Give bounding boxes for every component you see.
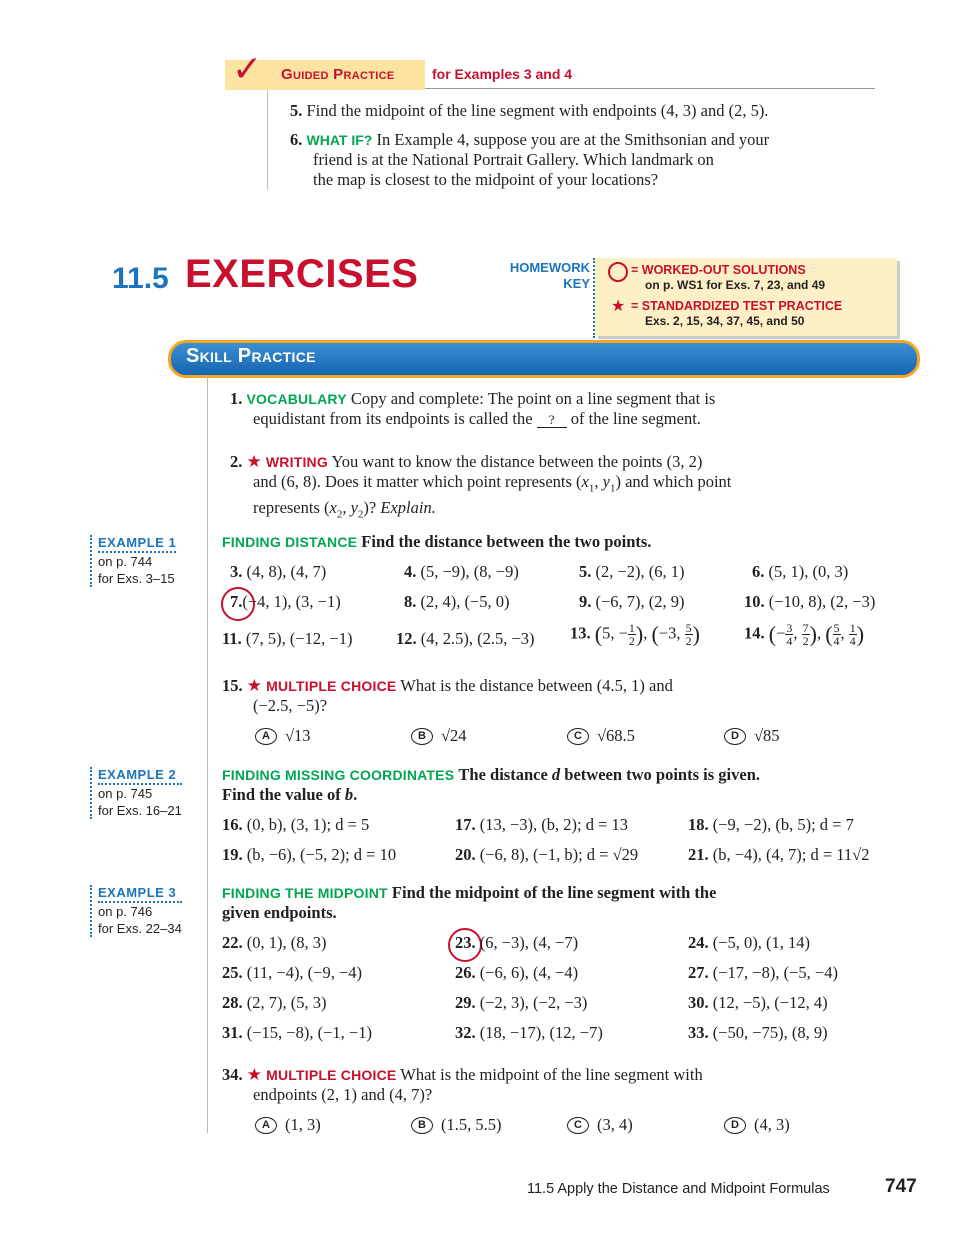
choice-b[interactable]: B √24 xyxy=(411,726,467,746)
exercise-27: 27. (−17, −8), (−5, −4) xyxy=(688,963,838,982)
question-15: 15. ★ MULTIPLE CHOICE What is the distance between (4.5, 1) and (−2.5, −5)? xyxy=(222,676,673,715)
exercise-30: 30. (12, −5), (−12, 4) xyxy=(688,993,828,1012)
worked-out-circle-icon xyxy=(608,262,628,282)
exercise-9: 9. (−6, 7), (2, 9) xyxy=(579,592,685,611)
finding-midpoint-heading: FINDING THE MIDPOINT Find the midpoint of the line segment with the given endpoints. xyxy=(222,883,717,922)
finding-missing-coordinates-heading: FINDING MISSING COORDINATES The distance d between two points is given. Find the value of b. xyxy=(222,765,760,804)
guided-practice-examples: for Examples 3 and 4 xyxy=(432,66,573,82)
star-icon: ★ xyxy=(611,298,626,315)
question-1: 1. VOCABULARY Copy and complete: The point on a line segment that is equidistant from its endpoints is called the ? of the line segment. xyxy=(230,389,716,428)
exercise-25: 25. (11, −4), (−9, −4) xyxy=(222,963,363,982)
choice-d[interactable]: D √85 xyxy=(724,726,780,746)
choice-d[interactable]: D (4, 3) xyxy=(724,1115,790,1135)
exercise-11: 11. (7, 5), (−12, −1) xyxy=(222,629,353,648)
exercise-10: 10. (−10, 8), (2, −3) xyxy=(744,592,876,611)
question-2: 2. ★ WRITING You want to know the distance between the points (3, 2) and (6, 8). Does it matter which point represents ($x_1$, $y_1$) and which point represents ($x_2$, $y_2$)? Explain. xyxy=(230,452,732,521)
exercise-33: 33. (−50, −75), (8, 9) xyxy=(688,1023,828,1042)
exercise-24: 24. (−5, 0), (1, 14) xyxy=(688,933,811,952)
exercise-31: 31. (−15, −8), (−1, −1) xyxy=(222,1023,372,1042)
choice-c[interactable]: C (3, 4) xyxy=(567,1115,633,1135)
exercise-17: 17. (13, −3), (b, 2); d = 13 xyxy=(455,815,629,834)
exercise-5: 5. (2, −2), (6, 1) xyxy=(579,562,685,581)
worked-out-solutions-ref: on p. WS1 for Exs. 7, 23, and 49 xyxy=(645,278,826,292)
question-34: 34. ★ MULTIPLE CHOICE What is the midpoint of the line segment with endpoints (2, 1) and (4, 7)? xyxy=(222,1065,703,1104)
choice-b[interactable]: B (1.5, 5.5) xyxy=(411,1115,502,1135)
guided-question-6: 6. WHAT IF? In Example 4, suppose you are at the Smithsonian and your friend is at the National Portrait Gallery. Which landmark on the map is closest to the midpoint of your locations? xyxy=(290,130,770,189)
footer-section-title: 11.5 Apply the Distance and Midpoint Formulas xyxy=(527,1181,830,1197)
choice-a[interactable]: A (1, 3) xyxy=(255,1115,321,1135)
worked-out-solutions-label: = WORKED-OUT SOLUTIONS xyxy=(631,263,806,277)
exercise-7: 7.(−4, 1), (3, −1) xyxy=(230,592,341,611)
exercise-20: 20. (−6, 8), (−1, b); d = √29 xyxy=(455,845,639,864)
example-3-reference: EXAMPLE 3 on p. 746 for Exs. 22–34 xyxy=(90,885,182,937)
exercise-4: 4. (5, −9), (8, −9) xyxy=(404,562,519,581)
exercise-21: 21. (b, −4), (4, 7); d = 11√2 xyxy=(688,845,870,864)
exercise-8: 8. (2, 4), (−5, 0) xyxy=(404,592,510,611)
exercise-13: 13. (5, − $\frac{1}{2}$ ), (−3, $\frac{5}{2}$ ) xyxy=(570,621,700,648)
divider xyxy=(593,258,595,338)
standardized-test-label: = STANDARDIZED TEST PRACTICE xyxy=(631,299,843,313)
exercise-3: 3. (4, 8), (4, 7) xyxy=(230,562,327,581)
example-2-reference: EXAMPLE 2 on p. 745 for Exs. 16–21 xyxy=(90,767,182,819)
choice-a[interactable]: A √13 xyxy=(255,726,311,746)
skill-practice-title: Skill Practice xyxy=(186,345,316,367)
checkmark-icon: ✓ xyxy=(232,49,263,90)
page-number: 747 xyxy=(885,1176,917,1197)
exercise-6: 6. (5, 1), (0, 3) xyxy=(752,562,849,581)
divider xyxy=(267,90,268,190)
guided-practice-title: Guided Practice xyxy=(281,66,395,83)
exercise-12: 12. (4, 2.5), (2.5, −3) xyxy=(396,629,535,648)
exercise-29: 29. (−2, 3), (−2, −3) xyxy=(455,993,588,1012)
exercise-19: 19. (b, −6), (−5, 2); d = 10 xyxy=(222,845,397,864)
exercise-26: 26. (−6, 6), (4, −4) xyxy=(455,963,579,982)
example-1-reference: EXAMPLE 1 on p. 744 for Exs. 3–15 xyxy=(90,535,176,587)
guided-question-5: 5. Find the midpoint of the line segment with endpoints (4, 3) and (2, 5). xyxy=(290,101,769,120)
page-title: EXERCISES xyxy=(185,252,419,296)
divider xyxy=(207,375,208,1133)
homework-key-label: HOMEWORK KEY xyxy=(509,260,590,291)
exercise-22: 22. (0, 1), (8, 3) xyxy=(222,933,327,952)
finding-distance-heading: FINDING DISTANCE Find the distance between the two points. xyxy=(222,532,652,551)
exercise-23: 23. (6, −3), (4, −7) xyxy=(455,933,579,952)
exercise-14: 14. (− $\frac{3}{4}$ , $\frac{7}{2}$ ), ( $\frac{5}{4}$ , $\frac{1}{4}$ ) xyxy=(744,621,865,648)
section-number: 11.5 xyxy=(112,262,169,295)
exercise-16: 16. (0, b), (3, 1); d = 5 xyxy=(222,815,370,834)
exercise-32: 32. (18, −17), (12, −7) xyxy=(455,1023,603,1042)
divider xyxy=(425,88,875,89)
standardized-test-ref: Exs. 2, 15, 34, 37, 45, and 50 xyxy=(645,314,805,328)
choice-c[interactable]: C √68.5 xyxy=(567,726,635,746)
exercise-18: 18. (−9, −2), (b, 5); d = 7 xyxy=(688,815,854,834)
exercise-28: 28. (2, 7), (5, 3) xyxy=(222,993,327,1012)
